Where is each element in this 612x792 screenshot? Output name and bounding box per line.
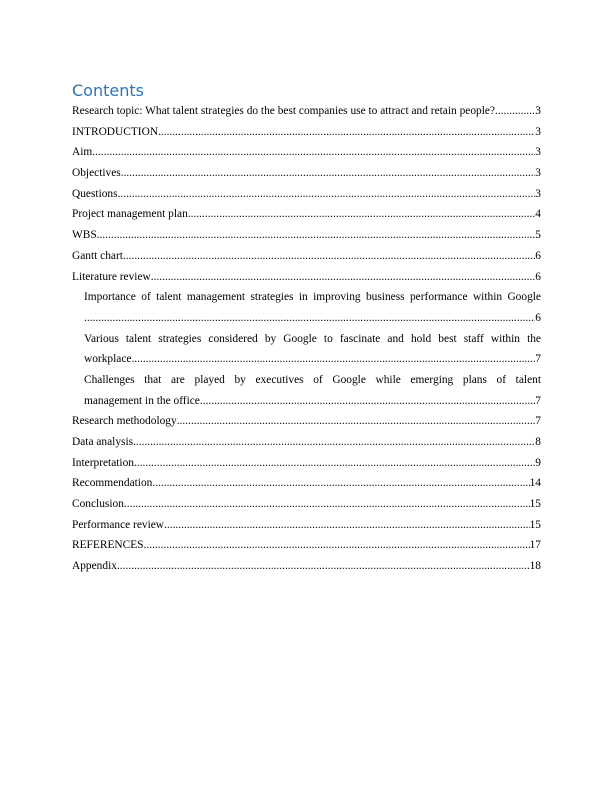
toc-page-number: 5 <box>535 229 541 242</box>
toc-page-number: 6 <box>535 311 541 324</box>
toc-label: Interpretation <box>72 456 134 469</box>
toc-leader <box>152 473 529 494</box>
toc-leader <box>151 267 536 288</box>
toc-label: Appendix <box>72 560 117 573</box>
toc-label: Recommendation <box>72 477 153 490</box>
toc-leader <box>117 556 530 577</box>
toc-entry-wbs[interactable] <box>72 225 541 246</box>
toc-label: Research topic: What talent strategies do the best companies use to attract and retain people? <box>72 105 495 117</box>
toc-entry-interpretation[interactable] <box>72 453 541 474</box>
toc-page-number: 3 <box>535 167 541 180</box>
toc-page-number: 14 <box>529 477 541 490</box>
toc-entry-performance-review[interactable] <box>72 515 541 536</box>
toc-entry-aim[interactable] <box>72 142 541 163</box>
toc-page-number: 3 <box>535 146 541 159</box>
toc-entry-importance-of-talent-management[interactable] <box>72 287 541 328</box>
toc-leader <box>158 122 535 143</box>
toc-page-number: 8 <box>535 436 541 448</box>
toc-label-line2: workplace <box>84 353 132 366</box>
toc-leader <box>97 225 536 246</box>
toc-entry-continuation <box>84 349 541 370</box>
toc-label: Questions <box>72 187 118 200</box>
toc-leader <box>177 411 536 432</box>
toc-label: Gantt chart <box>72 249 123 262</box>
toc-label: Data analysis <box>72 436 134 448</box>
toc-label: INTRODUCTION <box>72 125 159 138</box>
toc-label: Conclusion <box>72 498 124 511</box>
toc-entry-data-analysis[interactable] <box>72 432 541 453</box>
toc-label: Objectives <box>72 167 121 180</box>
table-of-contents <box>72 101 541 577</box>
toc-page-number: 3 <box>535 105 541 117</box>
toc-leader <box>84 308 535 329</box>
toc-label: Performance review <box>72 518 165 531</box>
toc-leader <box>164 515 530 536</box>
toc-label-line1: Importance of talent management strategies in improving business performance within Google <box>84 291 541 304</box>
toc-leader <box>133 432 535 453</box>
toc-entry-references[interactable] <box>72 535 541 556</box>
toc-page-number: 6 <box>535 270 541 283</box>
toc-entry-research-topic[interactable] <box>72 101 541 122</box>
toc-page-number: 18 <box>529 560 541 573</box>
toc-label-line1: Challenges that are played by executives of Google while emerging plans of talent <box>84 373 541 386</box>
toc-entry-continuation <box>84 308 541 329</box>
toc-label: WBS <box>72 229 97 242</box>
toc-label: Project management plan <box>72 208 188 221</box>
toc-page-number: 17 <box>529 539 541 552</box>
toc-page-number: 7 <box>535 415 541 428</box>
toc-leader <box>118 184 536 205</box>
toc-label: REFERENCES <box>72 539 144 552</box>
toc-page-number: 3 <box>535 125 541 138</box>
toc-leader <box>92 142 535 163</box>
toc-leader <box>124 494 530 515</box>
toc-label-line2: management in the office <box>84 394 200 407</box>
toc-page-number: 9 <box>535 456 541 469</box>
toc-label: Aim <box>72 146 93 159</box>
toc-page-number: 6 <box>535 249 541 262</box>
toc-leader <box>123 246 535 267</box>
toc-leader <box>131 349 535 370</box>
toc-entry-project-management-plan[interactable] <box>72 204 541 225</box>
toc-page-number: 15 <box>529 518 541 531</box>
toc-page-number: 7 <box>535 394 541 407</box>
toc-leader <box>121 163 536 184</box>
toc-leader <box>134 453 535 474</box>
toc-entry-questions[interactable] <box>72 184 541 205</box>
toc-page-number: 15 <box>529 498 541 511</box>
toc-entry-introduction[interactable] <box>72 122 541 143</box>
contents-heading: Contents <box>72 81 144 100</box>
toc-page-number: 4 <box>535 208 541 221</box>
toc-entry-various-talent-strategies[interactable] <box>72 329 541 370</box>
toc-entry-conclusion[interactable] <box>72 494 541 515</box>
toc-leader <box>188 204 536 225</box>
toc-entry-appendix[interactable] <box>72 556 541 577</box>
toc-label: Research methodology <box>72 415 177 428</box>
toc-leader <box>200 391 535 412</box>
toc-leader <box>495 101 535 122</box>
toc-entry-challenges[interactable] <box>72 370 541 411</box>
toc-entry-literature-review[interactable] <box>72 267 541 288</box>
toc-entry-research-methodology[interactable] <box>72 411 541 432</box>
toc-label-line1: Various talent strategies considered by Google to fascinate and hold best staff within the <box>84 332 541 345</box>
toc-page-number: 7 <box>535 353 541 366</box>
toc-page-number: 3 <box>535 187 541 200</box>
toc-entry-recommendation[interactable] <box>72 473 541 494</box>
toc-leader <box>144 535 530 556</box>
toc-label: Literature review <box>72 270 151 283</box>
toc-entry-gantt-chart[interactable] <box>72 246 541 267</box>
toc-entry-continuation <box>84 391 541 412</box>
toc-entry-objectives[interactable] <box>72 163 541 184</box>
